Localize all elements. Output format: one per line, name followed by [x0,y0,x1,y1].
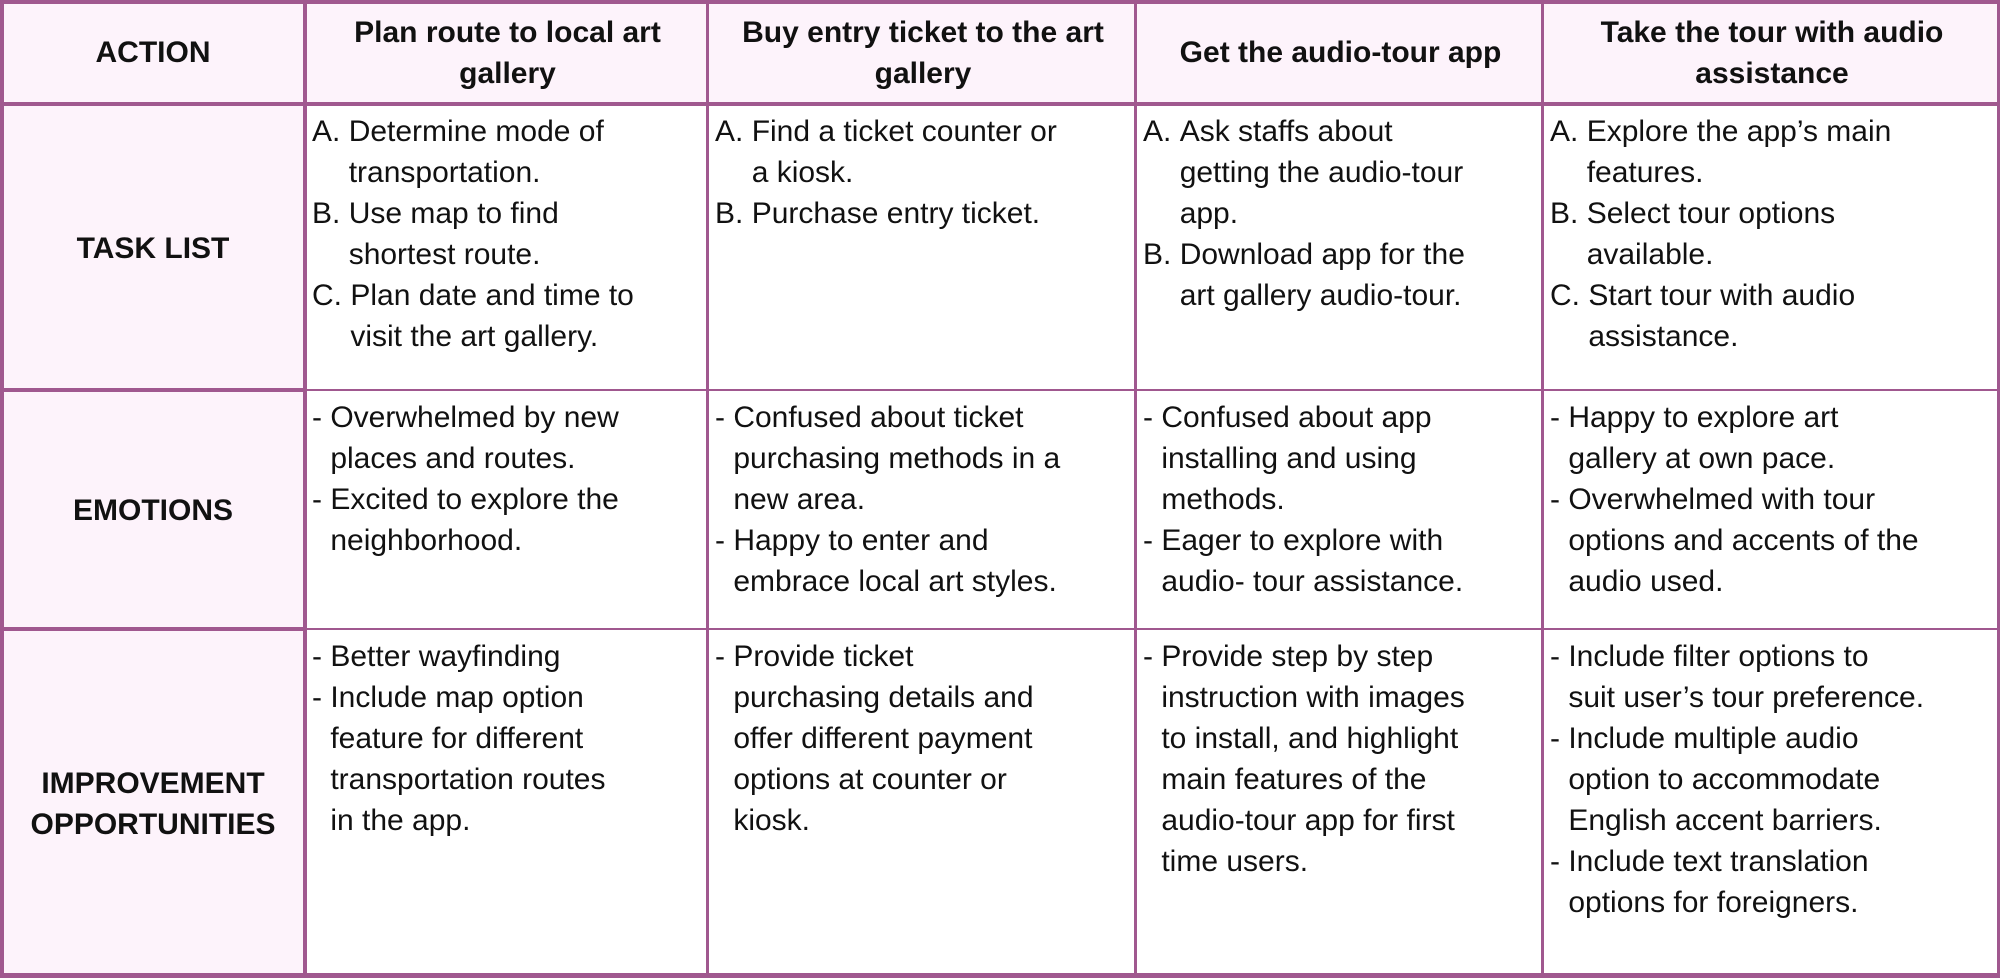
grid-line-row1-label [0,388,306,392]
list-item [312,636,705,677]
row-label-text: IMPROVEMENT OPPORTUNITIES [30,767,276,841]
item-marker: A. [1143,115,1180,148]
item-text: Ask staffs about getting the audio-tour app. [1179,115,1464,230]
cell-emotions-3 [1137,391,1544,630]
item-text: Plan date and time to visit the art gallery. [350,279,634,353]
item-marker: - [312,401,331,434]
cell-task-list-1 [306,105,709,391]
item-text: Overwhelmed with tour options and accents of the audio used. [1568,483,1919,598]
stage-title: Plan route to local art gallery [354,15,661,90]
item-marker: B. [1550,197,1587,230]
grid-line-row2 [306,628,2000,630]
item-marker: - [1143,640,1162,673]
row-label-emotions [0,391,306,630]
item-text: Explore the app’s main features. [1586,115,1892,189]
item-marker: - [312,640,331,673]
item-marker: - [1550,401,1569,434]
stage-title: Get the audio-tour app [1179,36,1502,69]
cell-improvement-2 [709,630,1137,978]
item-text: Better wayfinding [330,640,561,673]
grid-line-top [0,0,2000,4]
stage-header-2 [709,0,1137,105]
list-item [715,111,1133,193]
item-marker: - [1550,845,1569,878]
list-item [1550,275,1996,357]
list-item [312,479,705,561]
item-marker: - [715,524,734,557]
item-text: Use map to find shortest route. [348,197,559,271]
item-marker: - [1143,524,1162,557]
list-item [1143,111,1540,234]
grid-line-col4 [1541,0,1544,978]
item-text: Confused about app installing and using methods. [1161,401,1432,516]
list-item [1550,718,1996,841]
list-item [312,275,705,357]
list-item [1550,397,1996,479]
item-text: Select tour options available. [1586,197,1836,271]
item-text: Include map option feature for different transportation routes in the app. [330,681,606,837]
list-item [715,397,1133,520]
list-item [1143,234,1540,316]
grid-line-bottom [0,973,2000,978]
stage-header-1 [306,0,709,105]
item-marker: - [715,401,734,434]
cell-task-list-2 [709,105,1137,391]
list-item [1143,636,1540,882]
list-item [312,677,705,841]
item-marker: - [312,681,331,714]
item-text: Start tour with audio assistance. [1588,279,1856,353]
grid-line-header [0,102,2000,106]
item-text: Excited to explore the neighborhood. [330,483,619,557]
item-marker: - [1143,401,1162,434]
list-item [1143,520,1540,602]
list-item [1550,479,1996,602]
header-action-label: ACTION [95,36,211,69]
item-marker: A. [312,115,349,148]
grid-line-row2-label [0,627,306,631]
row-label-task-list [0,105,306,391]
item-text: Provide step by step instruction with images to install, and highlight main features of the audio-tour app for first time users. [1161,640,1465,878]
item-text: Include multiple audio option to accommodate English accent barriers. [1568,722,1882,837]
item-text: Eager to explore with audio- tour assistance. [1161,524,1464,598]
item-marker: C. [1550,279,1589,312]
item-marker: - [715,640,734,673]
item-text: Overwhelmed by new places and routes. [330,401,619,475]
grid-line-label-col [303,0,307,978]
item-marker: B. [715,197,752,230]
list-item [715,636,1133,841]
item-marker: - [1550,722,1569,755]
cell-emotions-4 [1544,391,2000,630]
item-marker: - [1550,640,1569,673]
item-marker: - [1550,483,1569,516]
cell-emotions-2 [709,391,1137,630]
cell-improvement-3 [1137,630,1544,978]
grid-line-row1 [306,389,2000,391]
item-text: Confused about ticket purchasing methods in a new area. [733,401,1061,516]
item-text: Determine mode of transportation. [348,115,604,189]
stage-header-3 [1137,0,1544,105]
item-marker: A. [1550,115,1587,148]
list-item [312,193,705,275]
list-item [715,193,1133,234]
item-text: Happy to enter and embrace local art styles. [733,524,1057,598]
item-text: Download app for the art gallery audio-tour. [1179,238,1465,312]
cell-improvement-4 [1544,630,2000,978]
grid-line-col2 [706,0,709,978]
row-label-text: EMOTIONS [72,494,233,527]
list-item [312,111,705,193]
row-label-improvement-opportunities [0,630,306,978]
list-item [1550,841,1996,923]
cell-emotions-1 [306,391,709,630]
item-text: Include text translation options for foreigners. [1568,845,1869,919]
cell-task-list-3 [1137,105,1544,391]
row-label-text: TASK LIST [76,231,230,265]
cell-improvement-1 [306,630,709,978]
list-item [715,520,1133,602]
list-item [312,397,705,479]
list-item [1550,193,1996,275]
cell-task-list-4 [1544,105,2000,391]
stage-title: Take the tour with audio assistance [1600,15,1944,90]
item-marker: A. [715,115,752,148]
item-text: Include filter options to suit user’s tour preference. [1568,640,1925,714]
stage-title: Buy entry ticket to the art gallery [742,15,1104,90]
item-marker: B. [1143,238,1180,271]
item-text: Provide ticket purchasing details and offer different payment options at counter or kiosk. [733,640,1034,837]
item-text: Find a ticket counter or a kiosk. [751,115,1057,189]
list-item [1143,397,1540,520]
item-marker: B. [312,197,349,230]
item-marker: - [312,483,331,516]
item-marker: C. [312,279,351,312]
item-text: Happy to explore art gallery at own pace. [1568,401,1839,475]
grid-line-left [0,0,4,978]
grid-line-col3 [1134,0,1137,978]
header-action [0,0,306,105]
stage-header-4 [1544,0,2000,105]
item-text: Purchase entry ticket. [751,197,1041,230]
list-item [1550,636,1996,718]
list-item [1550,111,1996,193]
